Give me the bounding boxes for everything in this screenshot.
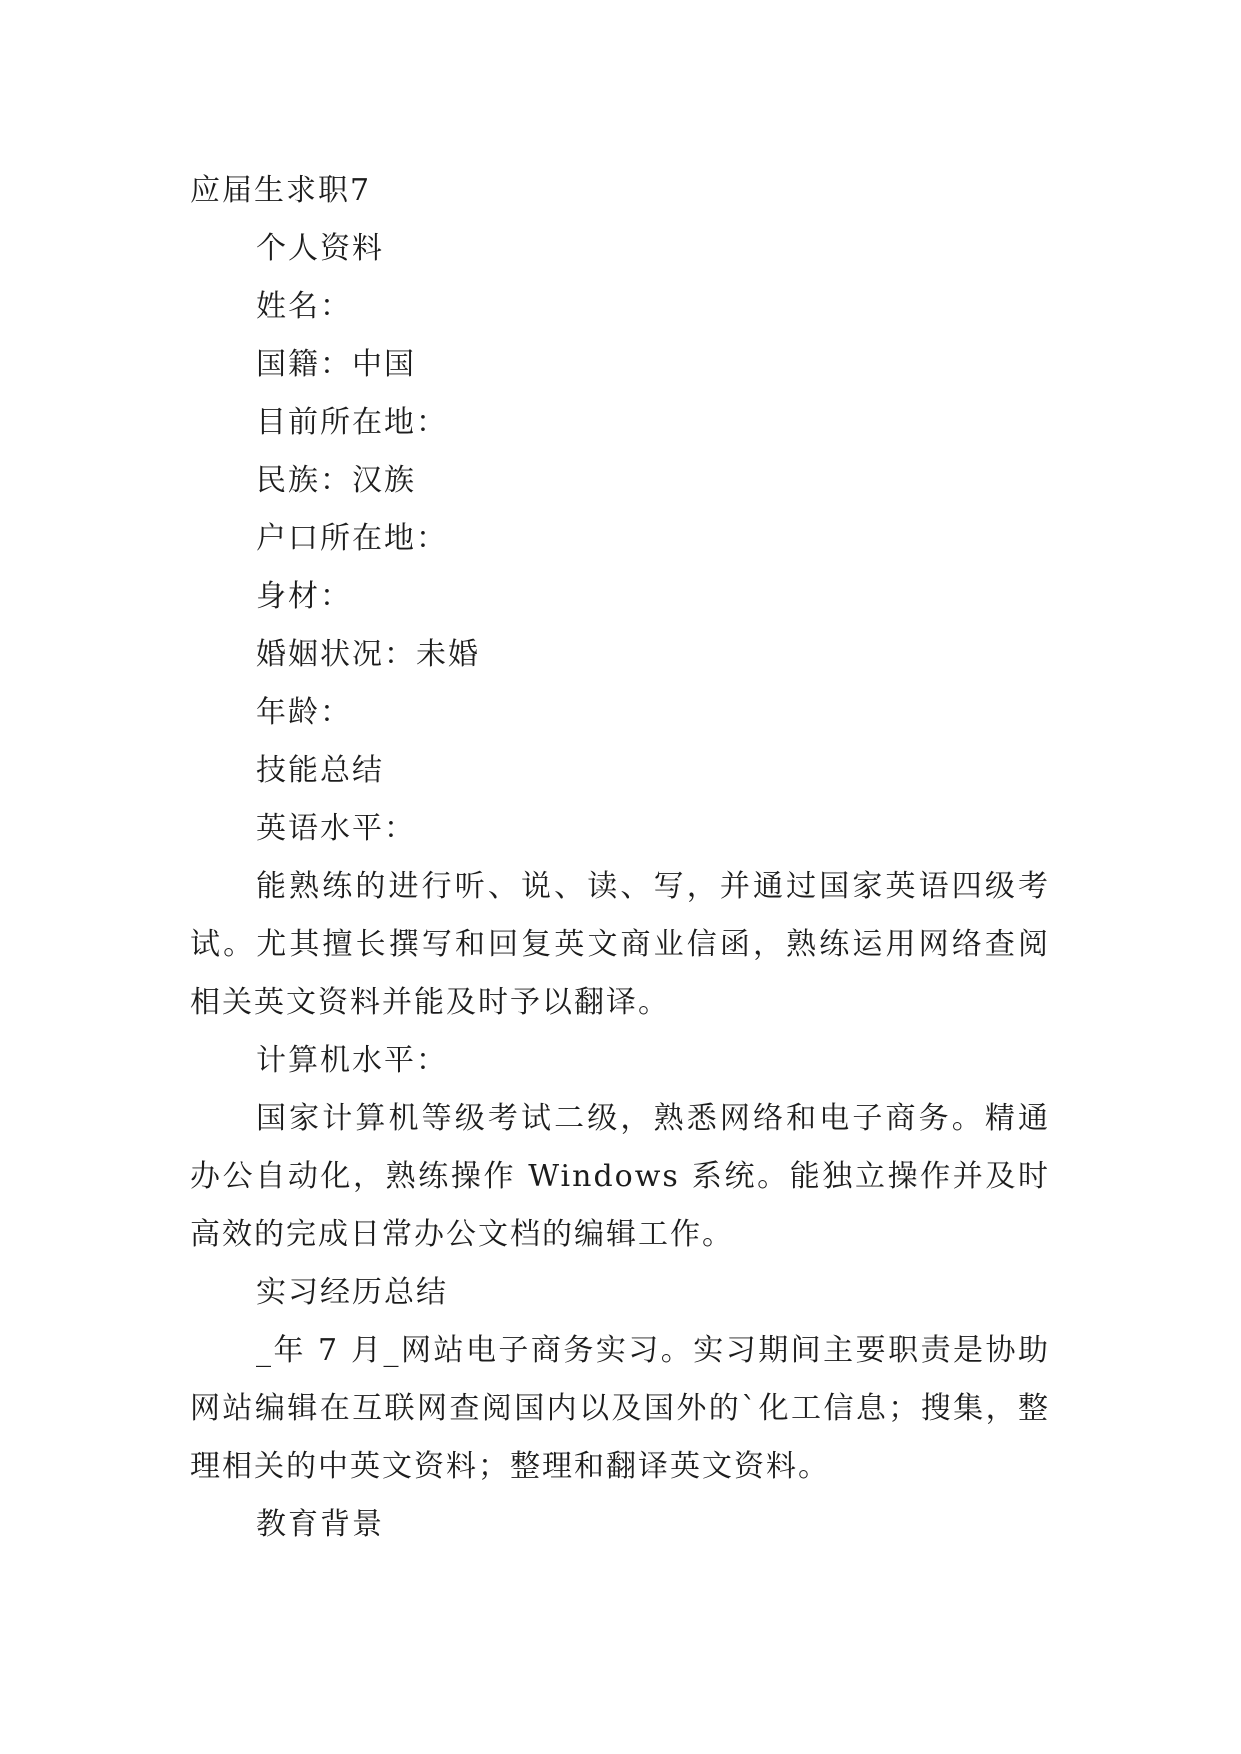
field-household: 户口所在地：	[256, 521, 448, 556]
field-marital-status: 婚姻状况：未婚	[256, 637, 480, 672]
field-nationality: 国籍：中国	[256, 347, 416, 382]
internship-text: _年 7 月_网站电子商务实习。实习期间主要职责是协助网站编辑在互联网查阅国内以及国外的`化工信息；搜集，整理相关的中英文资料；整理和翻译英文资料。	[190, 1333, 1050, 1484]
field-ethnicity: 民族：汉族	[256, 463, 416, 498]
document-title: 应届生求职7	[190, 173, 372, 208]
field-build: 身材：	[256, 579, 352, 614]
personal-info-heading: 个人资料	[256, 231, 384, 266]
field-name: 姓名：	[256, 289, 352, 324]
english-level-label: 英语水平：	[256, 811, 416, 846]
field-age: 年龄：	[256, 695, 352, 730]
computer-level-label: 计算机水平：	[256, 1043, 448, 1078]
computer-level-text: 国家计算机等级考试二级，熟悉网络和电子商务。精通办公自动化，熟练操作 Windows 系统。能独立操作并及时高效的完成日常办公文档的编辑工作。	[190, 1101, 1050, 1252]
skills-heading: 技能总结	[256, 753, 384, 788]
field-location: 目前所在地：	[256, 405, 448, 440]
education-heading: 教育背景	[256, 1507, 384, 1542]
document-body	[190, 162, 1050, 1554]
internship-heading: 实习经历总结	[256, 1275, 448, 1310]
english-level-text: 能熟练的进行听、说、读、写，并通过国家英语四级考试。尤其擅长撰写和回复英文商业信函，熟练运用网络查阅相关英文资料并能及时予以翻译。	[190, 869, 1050, 1020]
